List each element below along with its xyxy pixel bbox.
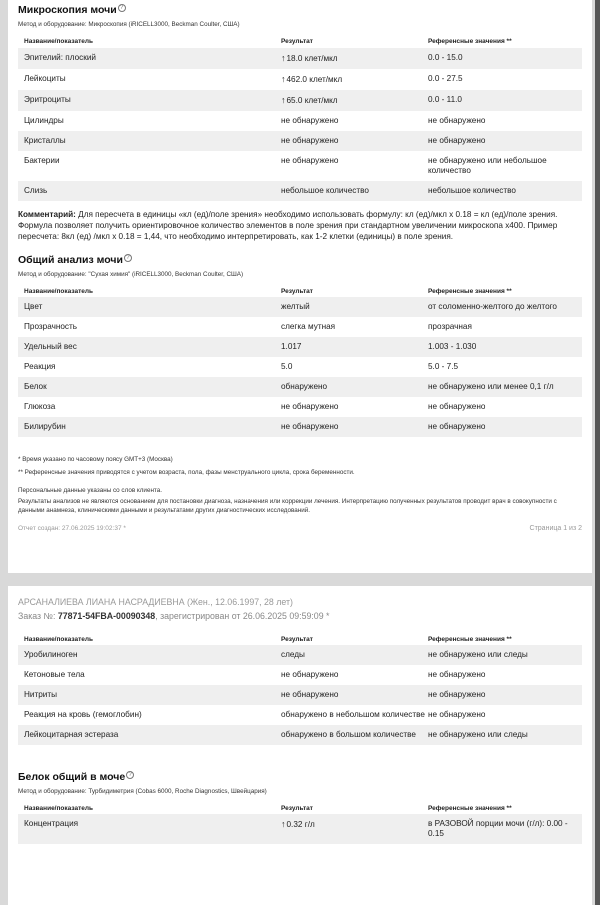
page-number: Страница 1 из 2 <box>529 525 582 532</box>
arrow-up-icon: ↑ <box>281 74 286 84</box>
table-header: Название/показатель Результат Референсные значения ** <box>24 288 512 295</box>
table-row: Белок обнаружено не обнаружено или менее 0,1 г/л <box>18 377 582 397</box>
created-timestamp: Отчет создан: 27.06.2025 19:02:37 * <box>18 525 126 532</box>
scrollbar-edge[interactable] <box>595 0 600 905</box>
table-row: Реакция 5.0 5.0 - 7.5 <box>24 362 459 371</box>
table-row: Кристаллы не обнаружено не обнаружено <box>18 131 582 151</box>
section-title-microscopy: Микроскопия мочи ? <box>18 4 582 17</box>
arrow-up-icon: ↑ <box>281 95 286 105</box>
table-header: Название/показатель Результат Референсные значения ** <box>24 38 512 45</box>
table-row: Лейкоцитарная эстераза обнаружено в большом количестве не обнаружено или следы <box>18 725 582 745</box>
method-text: Метод и оборудование: Микроскопия (iRICELL3000, Beckman Coulter, США) <box>18 21 240 28</box>
table-row: Кетоновые тела не обнаружено не обнаружено <box>24 670 486 679</box>
table-row: Слизь небольшое количество небольшое количество <box>18 181 582 201</box>
table-row: Эпителий: плоский ↑18.0 клет/мкл 0.0 - 15.0 <box>18 48 582 69</box>
table-row: Концентрация ↑0.32 г/л в РАЗОВОЙ порции мочи (г/л): 0.00 - 0.15 <box>18 814 582 844</box>
arrow-up-icon: ↑ <box>281 53 286 63</box>
method-text: Метод и оборудование: Турбидиметрия (Cobas 6000, Roche Diagnostics, Швейцария) <box>18 788 267 795</box>
report-page-2 <box>8 586 592 905</box>
report-page-1 <box>8 0 592 573</box>
table-row: Реакция на кровь (гемоглобин) обнаружено в небольшом количестве не обнаружено <box>24 710 486 719</box>
comment-block: Комментарий: Для пересчета в единицы «кл (ед)/поле зрения» необходимо использовать формулу: кл (ед)/мкл х 0.18 = кл (ед)/поле зрения. Формула позволяет получить ориентировочное количество элементов в поле зрения при стандартном увеличении микроскопа х400. Пример пересчета: 8кл (ед) /мкл х 0.18 = 1,44, что необходимо интерпретировать, как 1-2 клетки (единицы) в поле зрения. <box>18 210 558 241</box>
table-header: Название/показатель Результат Референсные значения ** <box>24 805 512 812</box>
table-row: Цилиндры не обнаружено не обнаружено <box>24 116 486 125</box>
table-row: Нитриты не обнаружено не обнаружено <box>18 685 582 705</box>
method-text: Метод и оборудование: "Сухая химия" (iRICELL3000, Beckman Coulter, США) <box>18 271 244 278</box>
table-row: Лейкоциты ↑462.0 клет/мкл 0.0 - 27.5 <box>24 74 463 84</box>
help-icon[interactable]: ? <box>124 254 132 262</box>
order-number: 77871-54FBA-00090348 <box>57 611 156 621</box>
table-header: Название/показатель Результат Референсные значения ** <box>24 636 512 643</box>
footnotes <box>18 455 582 515</box>
footnote: Результаты анализов не являются основанием для постановки диагноза, назначения или коррекции лечения. Интерпретацию полученных результатов проводит врач в совокупности с данными анамнеза, клиническими данными и результатами других диагностических исследований. <box>18 498 557 514</box>
order-info: Заказ №: 77871-54FBA-00090348, зарегистрирован от 26.06.2025 09:59:09 * <box>18 611 330 621</box>
help-icon[interactable]: ? <box>118 4 126 12</box>
footnote: * Время указано по часовому поясу GMT+3 (Москва) <box>18 456 173 463</box>
table-row: Эритроциты ↑65.0 клет/мкл 0.0 - 11.0 <box>18 90 582 111</box>
table-row: Удельный вес 1.017 1.003 - 1.030 <box>18 337 582 357</box>
section-title-general: Общий анализ мочи ? <box>18 254 582 267</box>
table-row: Бактерии не обнаружено не обнаружено или небольшое количество <box>24 156 547 175</box>
table-row: Цвет желтый от соломенно-желтого до желтого <box>18 297 582 317</box>
page-footer <box>18 525 582 532</box>
footnote: Персональные данные указаны со слов клиента. <box>18 487 162 494</box>
table-row: Билирубин не обнаружено не обнаружено <box>18 417 582 437</box>
section-title-protein: Белок общий в моче ? <box>18 771 582 784</box>
table-row: Прозрачность слегка мутная прозрачная <box>24 322 472 331</box>
help-icon[interactable]: ? <box>126 771 134 779</box>
table-row: Глюкоза не обнаружено не обнаружено <box>24 402 486 411</box>
patient-info: АРСАНАЛИЕВА ЛИАНА НАСРАДИЕВНА (Жен., 12.06.1997, 28 лет) <box>18 597 293 607</box>
footnote: ** Референсные значения приводятся с учетом возраста, пола, фазы менструального цикла, срока беременности. <box>18 469 355 476</box>
arrow-up-icon: ↑ <box>281 819 286 829</box>
table-row: Уробилиноген следы не обнаружено или следы <box>18 645 582 665</box>
